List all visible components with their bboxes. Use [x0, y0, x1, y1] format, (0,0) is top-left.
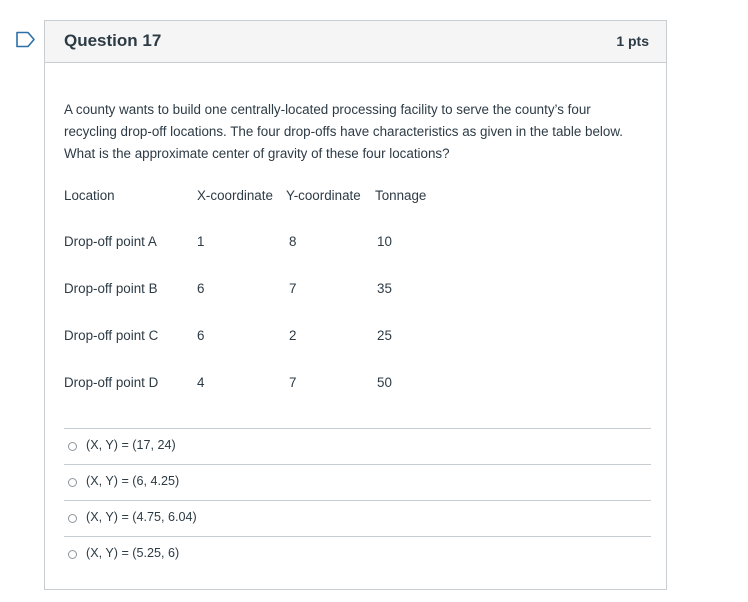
y-coordinate-cell: 8	[289, 234, 297, 249]
y-coordinate-cell: 7	[289, 281, 297, 296]
tonnage-cell: 35	[377, 281, 392, 296]
answer-label[interactable]: (X, Y) = (17, 24)	[86, 438, 176, 452]
question-points: 1 pts	[616, 33, 649, 49]
radio-button-icon[interactable]	[68, 478, 77, 487]
tonnage-cell: 10	[377, 234, 392, 249]
location-cell: Drop-off point D	[64, 375, 159, 390]
column-header-location: Location	[64, 188, 115, 203]
question-title: Question 17	[64, 31, 162, 50]
column-header-x: X-coordinate	[197, 188, 273, 203]
flag-question-icon[interactable]	[15, 31, 36, 48]
column-header-y: Y-coordinate	[286, 188, 361, 203]
radio-button-icon[interactable]	[68, 442, 77, 451]
y-coordinate-cell: 2	[289, 328, 297, 343]
answer-option[interactable]	[64, 536, 651, 572]
x-coordinate-cell: 6	[197, 328, 205, 343]
x-coordinate-cell: 4	[197, 375, 205, 390]
table-row	[64, 375, 445, 422]
answer-label[interactable]: (X, Y) = (4.75, 6.04)	[86, 510, 197, 524]
tonnage-cell: 25	[377, 328, 392, 343]
x-coordinate-cell: 6	[197, 281, 205, 296]
location-cell: Drop-off point A	[64, 234, 157, 249]
question-card	[44, 20, 667, 590]
table-row	[64, 281, 445, 328]
answer-option[interactable]	[64, 500, 651, 536]
y-coordinate-cell: 7	[289, 375, 297, 390]
drop-off-table	[64, 185, 445, 422]
answer-list	[64, 428, 651, 572]
answer-label[interactable]: (X, Y) = (6, 4.25)	[86, 474, 180, 488]
location-cell: Drop-off point C	[64, 328, 159, 343]
question-text: A county wants to build one centrally-located processing facility to serve the county’s four recycling drop-off locations. The four drop-offs have characteristics as given in the table below. What is the approximate center of gravity of these four locations?	[64, 102, 623, 161]
table-row	[64, 234, 445, 281]
location-cell: Drop-off point B	[64, 281, 158, 296]
answer-option[interactable]	[64, 428, 651, 464]
radio-button-icon[interactable]	[68, 550, 77, 559]
table-header-row	[64, 185, 445, 234]
x-coordinate-cell: 1	[197, 234, 205, 249]
table-row	[64, 328, 445, 375]
question-header	[45, 21, 666, 63]
answer-option[interactable]	[64, 464, 651, 500]
answer-label[interactable]: (X, Y) = (5.25, 6)	[86, 546, 180, 560]
radio-button-icon[interactable]	[68, 514, 77, 523]
tonnage-cell: 50	[377, 375, 392, 390]
column-header-tonnage: Tonnage	[375, 188, 427, 203]
